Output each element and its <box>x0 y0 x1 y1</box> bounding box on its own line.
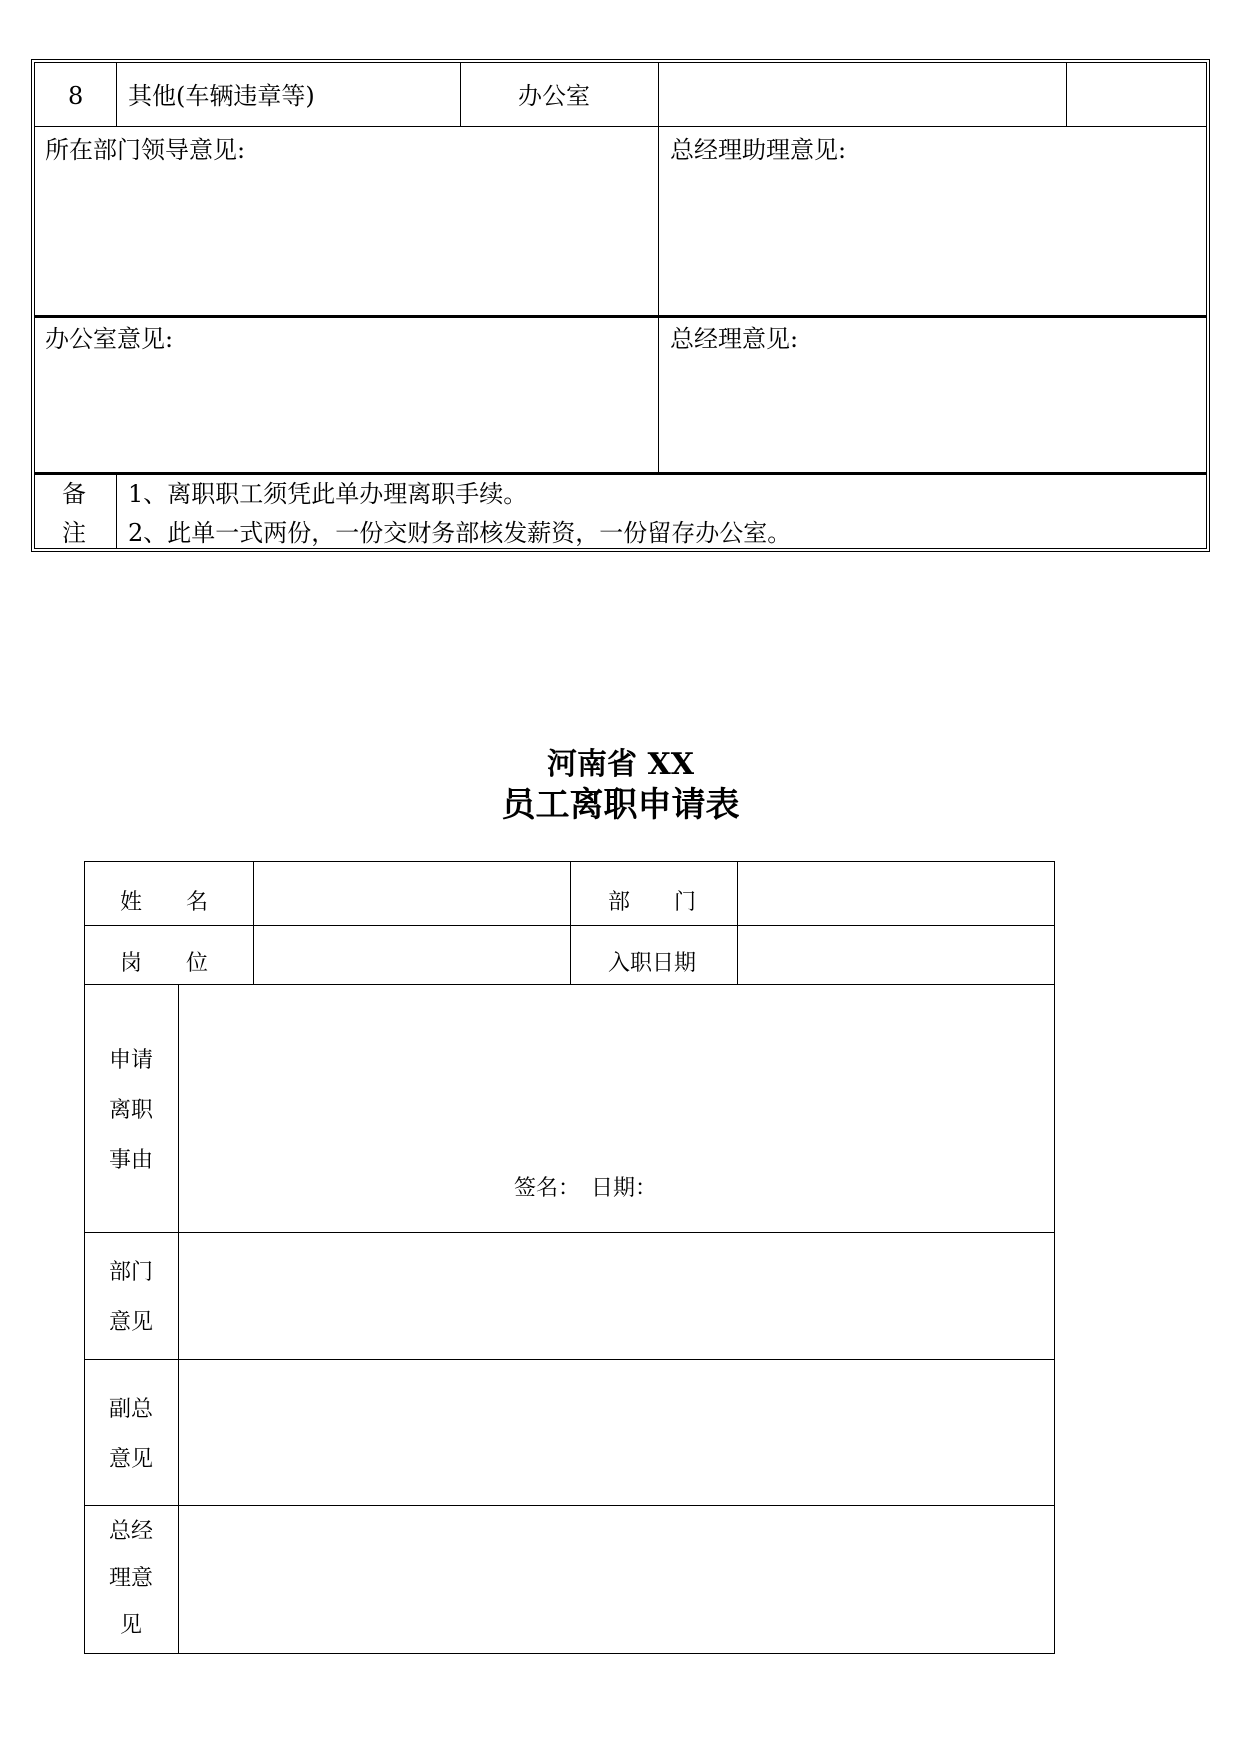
dept-opinion-field[interactable] <box>179 1233 1054 1359</box>
remark-line-1: 1、离职职工须凭此单办理离职手续。 <box>128 480 528 508</box>
row8-dept: 办公室 <box>518 82 590 110</box>
name-label: 姓 名 <box>120 890 209 915</box>
gm-opinion-field[interactable] <box>179 1506 1054 1653</box>
hire-date-field[interactable] <box>738 926 1054 984</box>
gm-opinion-label-form: 总经 理意 见 <box>108 1519 153 1638</box>
reason-label: 申请 离职 事由 <box>108 1048 153 1173</box>
position-field[interactable] <box>254 926 570 984</box>
row8-item: 其他(车辆违章等) <box>128 82 315 110</box>
position-label: 岗 位 <box>120 951 209 976</box>
name-field[interactable] <box>254 862 570 925</box>
signature-date-line: 签名： 日期： <box>514 1176 658 1201</box>
office-opinion-label: 办公室意见: <box>45 325 174 353</box>
remarks-label-2: 注 <box>62 519 86 547</box>
department-field[interactable] <box>738 862 1054 925</box>
hire-date-label: 入职日期 <box>608 951 697 976</box>
remarks-label-1: 备 <box>62 480 86 508</box>
remark-line-2: 2、此单一式两份，一份交财务部核发薪资，一份留存办公室。 <box>128 519 792 547</box>
gm-opinion-label: 总经理意见: <box>670 325 799 353</box>
title-line-1: 河南省 XX <box>547 747 694 782</box>
gm-assistant-opinion-label: 总经理助理意见: <box>670 136 847 164</box>
vice-gm-opinion-label: 副总 意见 <box>108 1397 153 1472</box>
department-label: 部 门 <box>608 890 697 915</box>
vice-gm-opinion-field[interactable] <box>179 1360 1054 1505</box>
title-line-2: 员工离职申请表 <box>501 785 740 825</box>
dept-opinion-label: 部门 意见 <box>108 1260 153 1335</box>
row8-number: 8 <box>68 82 84 110</box>
dept-leader-opinion-label: 所在部门领导意见: <box>45 136 246 164</box>
